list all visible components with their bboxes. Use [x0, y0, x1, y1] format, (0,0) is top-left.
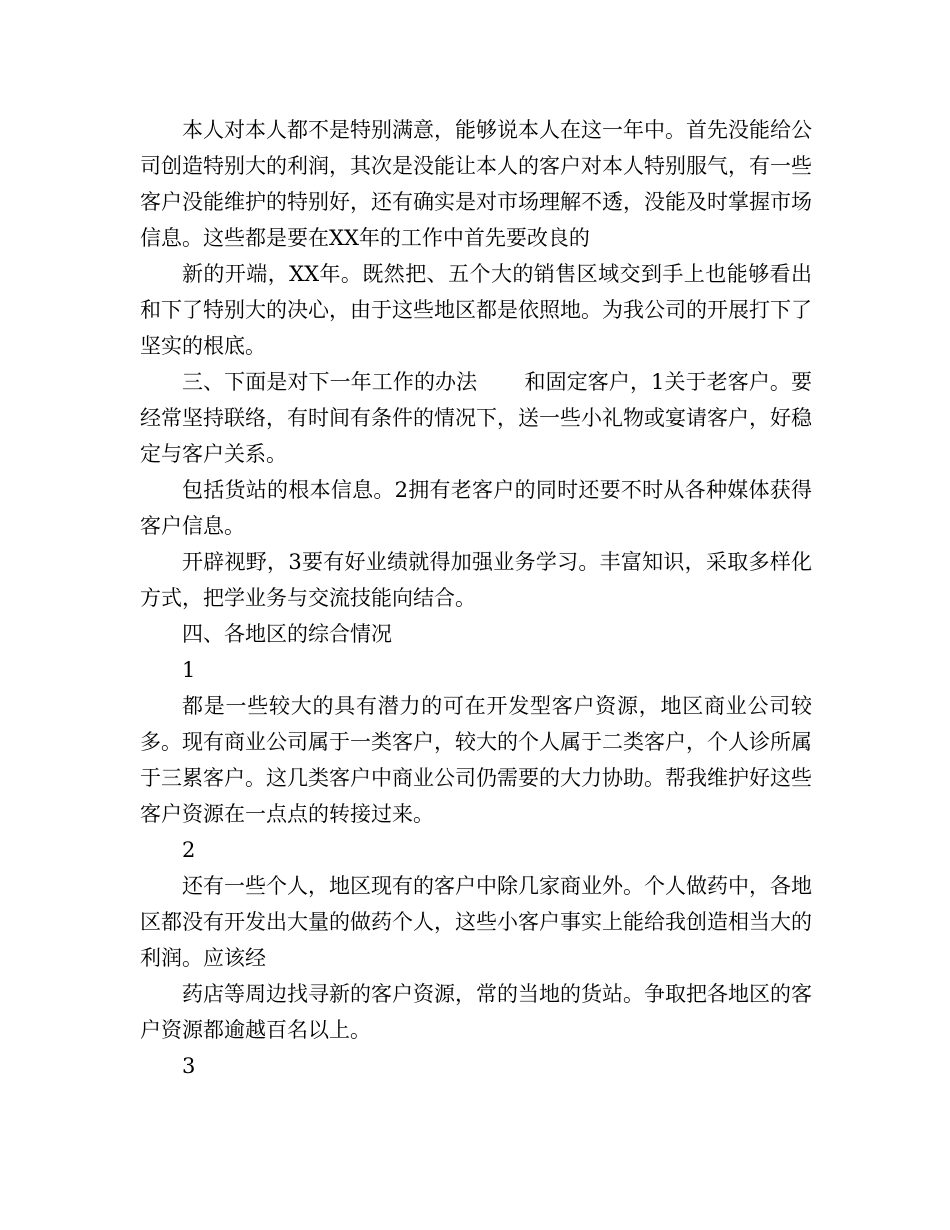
paragraph-2: 新的开端，XX年。既然把、五个大的销售区域交到手上也能够看出和下了特别大的决心，由于这些地区都是依照地。为我公司的开展打下了坚实的根底。	[140, 262, 812, 358]
paragraph-4: 包括货站的根本信息。2拥有老客户的同时还要不时从各种媒体获得客户信息。	[140, 478, 812, 538]
paragraph-1: 本人对本人都不是特别满意，能够说本人在这一年中。首先没能给公司创造特别大的利润，其次是没能让本人的客户对本人特别服气，有一些客户没能维护的特别好，还有确实是对市场理解不透，没能及时掌握市场信息。这些都是要在XX年的工作中首先要改良的	[140, 118, 812, 250]
paragraph-7: 还有一些个人，地区现有的客户中除几家商业外。个人做药中，各地区都没有开发出大量的做药个人，这些小客户事实上能给我创造相当大的利润。应该经	[140, 874, 812, 970]
item-number-1: 1	[182, 658, 196, 682]
paragraph-3: 三、下面是对下一年工作的办法 和固定客户，1关于老客户。要经常坚持联络，有时间有条件的情况下，送一些小礼物或宴请客户，好稳定与客户关系。	[140, 370, 812, 466]
paragraph-8: 药店等周边找寻新的客户资源，常的当地的货站。争取把各地区的客户资源都逾越百名以上。	[140, 982, 812, 1042]
section-heading-4: 四、各地区的综合情况	[182, 622, 392, 646]
item-number-3: 3	[182, 1054, 196, 1078]
document-body	[140, 112, 812, 1084]
item-number-2: 2	[182, 838, 196, 862]
paragraph-5: 开辟视野，3要有好业绩就得加强业务学习。丰富知识，采取多样化方式，把学业务与交流技能向结合。	[140, 550, 812, 610]
paragraph-6: 都是一些较大的具有潜力的可在开发型客户资源，地区商业公司较多。现有商业公司属于一类客户，较大的个人属于二类客户，个人诊所属于三累客户。这几类客户中商业公司仍需要的大力协助。帮我维护好这些客户资源在一点点的转接过来。	[140, 694, 812, 826]
